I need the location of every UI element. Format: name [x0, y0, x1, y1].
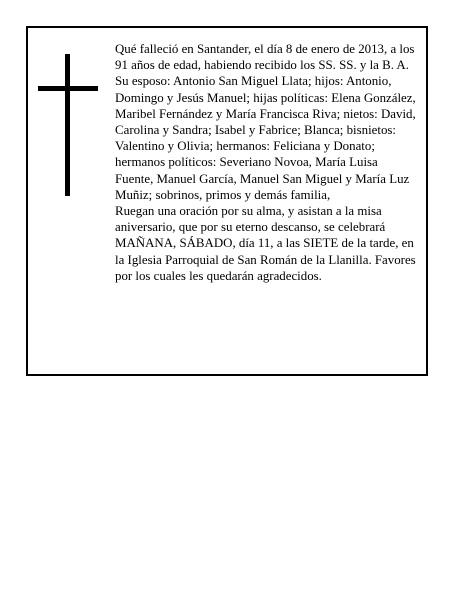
family-list-paragraph: Su esposo: Antonio San Miguel Llata; hijos: Antonio, Domingo y Jesús Manuel; hijas políticas: Elena González, Maribel Fernández y María Francisca Riva; nietos: David, Carolina y Sandra; Isabel y Fabrice; Blanca; bisnietos: Valentino y Olivia; hermanos: Feliciana y Donato; hermanos políticos: Severiano Novoa, María Luisa Fuente, Manuel García, Manuel San Miguel y María Luz Muñiz; sobrinos, primos y demás familia, — [115, 74, 416, 202]
death-announcement-paragraph: Qué falleció en Santander, el día 8 de enero de 2013, a los 91 años de edad, habiendo recibido los SS. SS. y la B. A. — [115, 42, 415, 73]
obituary-notice — [26, 26, 428, 376]
cross-vertical-bar — [65, 54, 70, 196]
latin-cross-icon — [38, 54, 98, 196]
obituary-text — [115, 41, 417, 284]
mass-invitation-paragraph: Ruegan una oración por su alma, y asistan a la misa aniversario, que por su eterno descanso, se celebrará MAÑANA, SÁBADO, día 11, a las SIETE de la tarde, en la Iglesia Parroquial de San Román de la Llanilla. Favores por los cuales les quedarán agradecidos. — [115, 204, 416, 283]
cross-horizontal-bar — [38, 86, 98, 91]
